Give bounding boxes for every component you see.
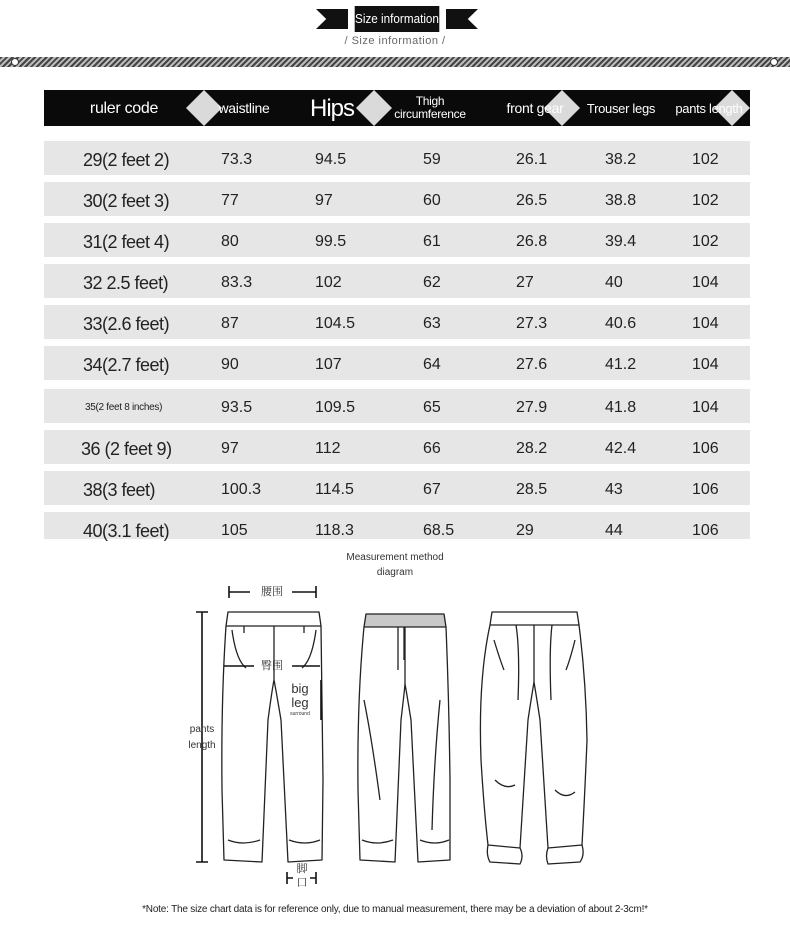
cell-trouser-legs: 38.8 [605,192,637,209]
cell-trouser-legs: 43 [605,481,623,498]
pants-back-icon [358,614,450,862]
cell-code: 36 (2 feet 9) [81,439,172,459]
cell-waist: 93.5 [221,399,253,416]
cell-hips: 99.5 [315,233,347,250]
waist-label: 腰围 [261,586,283,598]
length-label-length: length [188,740,216,751]
cell-waist: 90 [221,356,239,373]
cell-front-gear: 27.6 [516,356,548,373]
cell-pants-length: 102 [692,192,719,209]
cell-code: 29(2 feet 2) [83,150,170,170]
cell-hips: 112 [315,440,341,457]
cell-trouser-legs: 40.6 [605,315,637,332]
cell-front-gear: 26.8 [516,233,548,250]
cell-code: 35(2 feet 8 inches) [85,402,163,413]
cell-hips: 114.5 [315,481,354,498]
cell-hips: 104.5 [315,315,356,332]
cell-thigh: 59 [423,151,441,168]
cell-trouser-legs: 38.2 [605,151,637,168]
cell-hips: 97 [315,192,333,209]
header-pants-length: pants length [675,100,743,116]
header-waistline: waistline [218,99,270,116]
cell-front-gear: 27 [516,274,534,291]
cell-waist: 87 [221,315,239,332]
cell-trouser-legs: 41.2 [605,356,637,373]
pants-pleated-icon [480,612,587,864]
cell-trouser-legs: 40 [605,274,623,291]
cell-thigh: 60 [423,192,441,209]
cell-waist: 80 [221,233,239,250]
cell-pants-length: 106 [692,481,719,498]
thigh-label-leg: leg [291,695,309,710]
cell-pants-length: 104 [692,315,719,332]
cell-front-gear: 29 [516,522,534,539]
disclaimer-note: *Note: The size chart data is for reference only, due to manual measurement, there may be a deviation of about 2-3cm!* [142,904,648,915]
cell-waist: 97 [221,440,239,457]
cell-waist: 100.3 [221,481,262,498]
thigh-label-surround: surround [290,711,310,717]
cell-pants-length: 106 [692,440,719,457]
cell-thigh: 68.5 [423,522,455,539]
header-front-gear: front gear [506,99,564,116]
cell-front-gear: 26.1 [516,151,548,168]
cell-pants-length: 104 [692,274,719,291]
cell-thigh: 62 [423,274,441,291]
cell-thigh: 66 [423,440,441,457]
cell-hips: 109.5 [315,399,356,416]
cell-trouser-legs: 41.8 [605,399,637,416]
cell-trouser-legs: 39.4 [605,233,637,250]
hem-label-1: 脚 [296,863,308,875]
cell-pants-length: 102 [692,233,719,250]
cell-front-gear: 26.5 [516,192,548,209]
cell-code: 31(2 feet 4) [83,232,170,252]
length-label-pants: pants [189,724,215,735]
cell-pants-length: 102 [692,151,719,168]
header-trouser-legs: Trouser legs [586,100,656,116]
cell-front-gear: 28.2 [516,440,548,457]
cell-code: 34(2.7 feet) [83,355,170,375]
cell-hips: 118.3 [315,522,354,539]
cell-front-gear: 28.5 [516,481,548,498]
thigh-label-big: big [291,681,309,696]
cell-front-gear: 27.9 [516,399,548,416]
cell-waist: 77 [221,192,239,209]
header-thigh: Thigh circumference [394,94,466,121]
cell-pants-length: 104 [692,356,719,373]
diagram-caption: Measurement method diagram [346,552,444,578]
cell-code: 38(3 feet) [83,480,156,500]
cell-pants-length: 106 [692,522,719,539]
cell-trouser-legs: 44 [605,522,623,539]
cell-code: 30(2 feet 3) [83,191,170,211]
header-ruler-code: ruler code [89,99,159,117]
cell-code: 40(3.1 feet) [83,521,170,541]
banner-title: Size information [355,6,440,32]
cell-thigh: 61 [423,233,441,250]
cell-code: 33(2.6 feet) [83,314,170,334]
cell-thigh: 67 [423,481,441,498]
cell-hips: 94.5 [315,151,347,168]
cell-thigh: 63 [423,315,441,332]
banner-subtitle: / Size information / [344,35,446,47]
cell-front-gear: 27.3 [516,315,548,332]
cell-waist: 105 [221,522,248,539]
cell-code: 32 2.5 feet) [83,273,169,293]
cell-waist: 73.3 [221,151,253,168]
cell-pants-length: 104 [692,399,719,416]
cell-hips: 107 [315,356,342,373]
pants-front-icon [222,612,323,862]
hem-label-2: 口 [296,877,308,889]
header-hips: Hips [309,94,354,122]
cell-hips: 102 [315,274,342,291]
cell-thigh: 64 [423,356,441,373]
cell-waist: 83.3 [221,274,253,291]
cell-trouser-legs: 42.4 [605,440,637,457]
cell-thigh: 65 [423,399,441,416]
hip-label: 臀围 [261,660,283,672]
